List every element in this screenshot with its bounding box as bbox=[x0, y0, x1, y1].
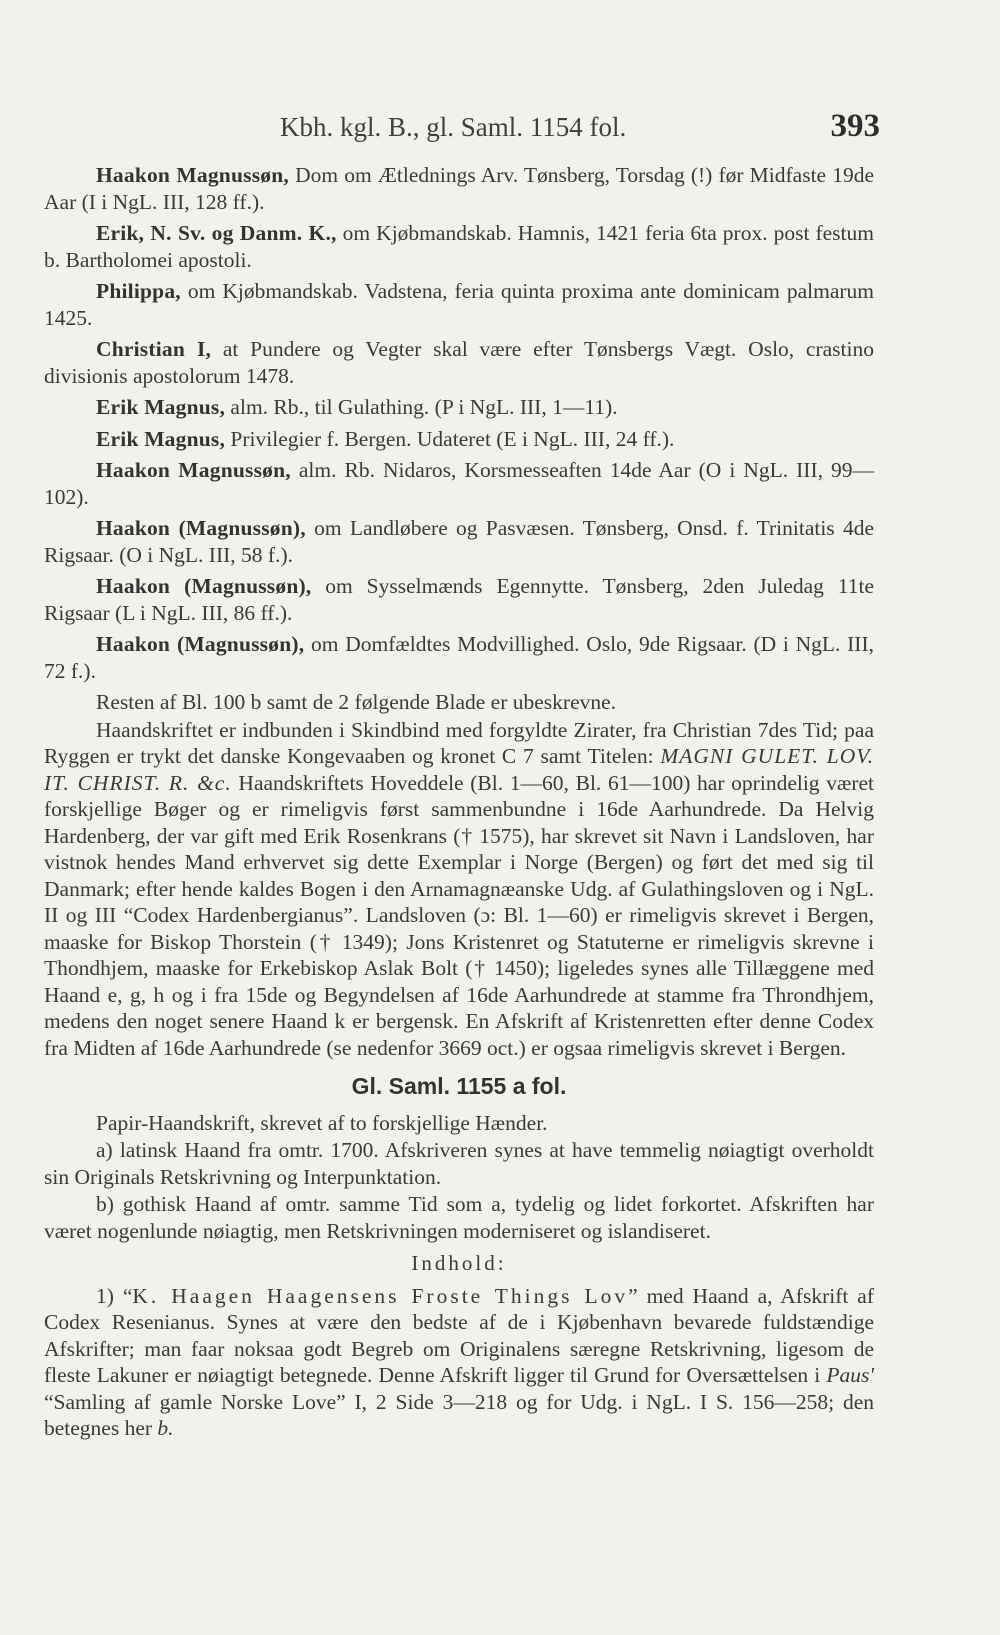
entry-text: at Pundere og Vegter skal være efter Tønsbergs Vægt. Oslo, crastino divisionis apostolorum 1478. bbox=[44, 337, 874, 388]
entry-text: alm. Rb., til Gulathing. (P i NgL. III, 1—11). bbox=[225, 395, 618, 419]
entry-text: om Kjøbmandskab. Vadstena, feria quinta proxima ante dominicam palmarum 1425. bbox=[44, 279, 874, 330]
entry-text: om Sysselmænds Egennytte. Tønsberg, 2den Juledag 11te Rigsaar (L i NgL. III, 86 ff.). bbox=[44, 574, 875, 625]
charter-entry bbox=[44, 457, 874, 510]
charter-entry bbox=[44, 162, 874, 215]
rest-note: Resten af Bl. 100 b samt de 2 følgende Blade er ubeskrevne. bbox=[96, 690, 617, 714]
hand-a-description: a) latinsk Haand fra omtr. 1700. Afskriveren synes at have temmelig nøiagtigt overholdt sin Originals Retskrivning og Interpunktation. bbox=[44, 1138, 874, 1189]
running-head: Kbh. kgl. B., gl. Saml. 1154 fol. bbox=[280, 112, 627, 142]
charter-entry bbox=[44, 515, 874, 568]
entry-issuer: Philippa, bbox=[96, 279, 181, 303]
charter-entry bbox=[44, 278, 874, 331]
charter-entry bbox=[44, 220, 874, 273]
entry-text: Privilegier f. Bergen. Udateret (E i NgL. III, 24 ff.). bbox=[225, 426, 675, 451]
entry-text: om Kjøbmandskab. Hamnis, 1421 feria 6ta prox. post festum b. Bartholomei apostoli. bbox=[44, 221, 874, 272]
charter-entry bbox=[44, 336, 874, 389]
entry-issuer: Erik Magnus, bbox=[96, 395, 226, 419]
charter-entry bbox=[44, 394, 874, 421]
contents-heading: Indhold: bbox=[411, 1251, 507, 1275]
section-title: Gl. Saml. 1155 a fol. bbox=[351, 1073, 567, 1099]
page-body bbox=[44, 162, 874, 1443]
entry-issuer: Haakon (Magnussøn), bbox=[96, 516, 306, 540]
entry-text: alm. Rb. Nidaros, Korsmesseaften 14de Aar (O i NgL. III, 99—102). bbox=[44, 458, 875, 509]
entry-text: om Domfældtes Modvillighed. Oslo, 9de Rigsaar. (D i NgL. III, 72 f.). bbox=[44, 632, 874, 683]
papir-description: Papir-Haandskrift, skrevet af to forskjellige Hænder. bbox=[96, 1110, 548, 1135]
entry-text: Dom om Ætlednings Arv. Tønsberg, Torsdag (!) før Midfaste 19de Aar (I i NgL. III, 128 ff.). bbox=[44, 163, 875, 214]
entry-issuer: Haakon (Magnussøn), bbox=[96, 632, 305, 656]
item-title: K. Haagen Haagensens Froste Things Lov bbox=[132, 1283, 629, 1308]
entry-issuer: Christian I, bbox=[96, 337, 212, 361]
entry-issuer: Erik Magnus, bbox=[96, 426, 226, 451]
hand-b-description: b) gothisk Haand af omtr. samme Tid som a, tydelig og lidet forkortet. Afskriften har været nogenlunde nøiagtig, men Retskrivningen moderniseret og islandiseret. bbox=[44, 1192, 874, 1243]
entry-text: om Landløbere og Pasvæsen. Tønsberg, Onsd. f. Trinitatis 4de Rigsaar. (O i NgL. III, 58 f.). bbox=[44, 516, 874, 567]
entry-issuer: Haakon (Magnussøn), bbox=[96, 574, 312, 598]
contents-item-1: 1) “K. Haagen Haagensens Froste Things Lov” med Haand a, Afskrift af Codex Resenianus. Synes at være den bedste af de i Kjøbenhavn bevarede fuldstændige Afskrifter; man faar noksaa godt Begreb om Originalens særegne Retskrivning, ligesom de fleste Lakuner er nøiagtigt betegnede. Denne Afskrift ligger til Grund for Oversættelsen i Paus' “Samling af gamle Norske Love” I, 2 Side 3—218 og for Udg. i NgL. I S. 156—258; den betegnes her b. bbox=[44, 1283, 874, 1440]
entry-issuer: Haakon Magnussøn, bbox=[96, 458, 291, 482]
spine-title: MAGNI GULET. LOV. IT. CHRIST. R. &c. bbox=[44, 744, 874, 795]
page-header bbox=[0, 108, 1000, 152]
charter-entry bbox=[44, 426, 874, 453]
binding-paragraph: Haandskriftet er indbunden i Skindbind med forgyldte Zirater, fra Christian 7des Tid; paa Ryggen er trykt det danske Kongevaaben og kronet C 7 samt Titelen: MAGNI GULET. LOV. IT. CHRIST. R. &c. Haandskriftets Hoveddele (Bl. 1—60, Bl. 61—100) har oprindelig været forskjellige Bøger og er rimeligvis først sammenbundne i 16de Aarhundrede. Da Helvig Hardenberg, der var gift med Erik Rosenkrans († 1575), har skrevet sit Navn i Landsloven, har vistnok hendes Mand erhvervet sig dette Exemplar i Norge (Bergen) og ført det med sig til Danmark; efter hende kaldes Bogen i den Arnamagnæanske Udg. af Gulathingsloven og i NgL. II og III “Codex Hardenbergianus”. Landsloven (ɔ: Bl. 1—60) er rimeligvis skrevet i Bergen, maaske for Biskop Thorstein († 1349); Jons Kristenret og Statuterne er rimeligvis skrevne i Thondhjem, maaske for Erkebiskop Aslak Bolt († 1450); ligeledes synes alle Tillæggene med Haand e, g, h og i fra 15de og Begyndelsen af 16de Aarhundrede at stamme fra Throndhjem, medens den noget senere Haand k er bergensk. En Afskrift af Kristenretten efter denne Codex fra Midten af 16de Aarhundrede (se nedenfor 3669 oct.) er ogsaa rimeligvis skrevet i Bergen. bbox=[44, 717, 874, 1060]
page-number: 393 bbox=[830, 108, 880, 144]
entry-issuer: Haakon Magnussøn, bbox=[96, 163, 289, 187]
charter-entries bbox=[44, 162, 874, 684]
charter-entry bbox=[44, 631, 874, 684]
entry-issuer: Erik, N. Sv. og Danm. K., bbox=[96, 221, 337, 245]
charter-entry bbox=[44, 573, 874, 626]
